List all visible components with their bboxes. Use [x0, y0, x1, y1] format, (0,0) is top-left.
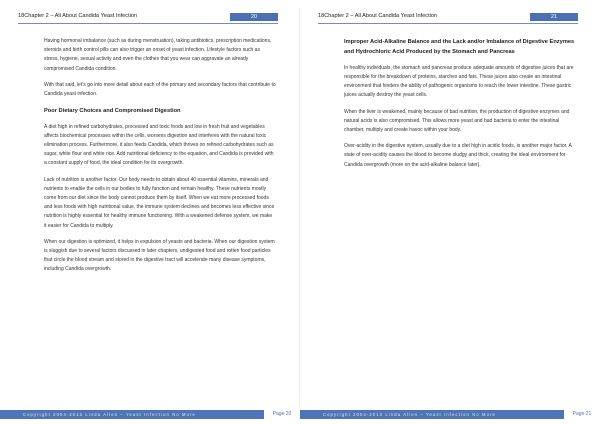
header-page-number: 20	[230, 13, 278, 21]
body-paragraph: Lack of nutrition is another factor. Our body needs to obtain about 40 essential vitamins, minerals and nutrients to enable the cells in our bodies to fully function and remain healthy. These nutrients mostly come from our diet since the body cannot produce them by itself. When we eat more processed foods and less foods with high nutritional value, the immune system declines and becomes less effective since nutrition is highly essential for healthy immune functioning. With a weakened defense system, we make it easier for Candida to multiply.	[44, 176, 275, 229]
right-page	[300, 0, 600, 424]
footer-copyright: Copyright 2004-2013 Linda Allen – Yeast Infection No More	[323, 412, 496, 417]
body-paragraph: Having hormonal imbalance (such as during menstruation), taking antibiotics, prescription medications, steroids and birth control pills can also trigger an onset of yeast infection. Lifestyle factors such as stress, hygiene, sexual activity and even the clothes that you wear can aggravate an already compromised Candida condition.	[44, 38, 272, 72]
header-page-number: 21	[530, 13, 578, 21]
page-footer	[0, 410, 300, 419]
chapter-title: 18Chapter 2 – All About Candida Yeast Infection	[18, 13, 138, 19]
body-paragraph: When the liver is weakened, mainly because of bad nutrition, the production of digestive enzymes and natural acids is also compromised. This allows more yeast and bad bacteria to enter the intestinal chamber, multiply and create havoc within your body.	[344, 108, 570, 134]
section-heading: Improper Acid-Alkaline Balance and the Lack and/or Imbalance of Digestive Enzymes and Hydrochloric Acid Produced by the Stomach and Pancreas	[344, 39, 575, 56]
page-body	[44, 37, 276, 282]
body-paragraph: In healthy individuals, the stomach and pancreas produce adequate amounts of digestive juices that are responsible for the breakdown of proteins, starches and fats. These juices also create an intestinal environment that hinders the ability of pathogenic organisms to reach the lower intestine. These gastric juices actually destroy the yeast cells.	[344, 64, 574, 99]
page-footer	[300, 410, 600, 419]
page-header	[18, 13, 278, 24]
footer-copyright: Copyright 2004-2013 Linda Allen – Yeast Infection No More	[23, 412, 196, 417]
footer-page-number: Page 21	[564, 410, 600, 419]
body-paragraph: A diet high in refined carbohydrates, processed and toxic foods and low in fresh fruit and vegetables affects biochemical processes within the cells, worsens digestion and interferes with the natural toxic elimination process. Furthermore, it also feeds Candida, which thrives on refined carbohydrates such as sugar, white flour and white rice. Add nutritional deficiency to the equation, and Candida is provided with a constant supply of food, the ideal condition for its overgrowth.	[44, 123, 274, 167]
body-paragraph: Over-acidity in the digestive system, usually due to a diet high in acidic foods, is another major factor. A state of over-acidity causes the blood to become sludgy and thick, creating the ideal environment for Candida overgrowth (more on the acid-alkaline balance later).	[344, 143, 572, 168]
page-body	[344, 37, 576, 177]
page-header	[318, 13, 578, 24]
chapter-title: 18Chapter 2 – All About Candida Yeast Infection	[318, 13, 438, 19]
body-paragraph: When our digestion is optimized, it helps in expulsion of yeasts and bacteria. When our digestion system is sluggish due to several factors discussed in later chapters, undigested food and rotten food particles that circle the blood stream and stored in the digestive tract will accelerate many disease symptoms, including Candida overgrowth.	[44, 238, 275, 273]
footer-page-number: Page 20	[264, 410, 300, 419]
body-paragraph: With that said, let's go into more detail about each of the primary and secondary factors that contribute to Candida yeast infection.	[44, 81, 276, 98]
section-heading: Poor Dietary Choices and Compromised Digestion	[44, 108, 181, 115]
